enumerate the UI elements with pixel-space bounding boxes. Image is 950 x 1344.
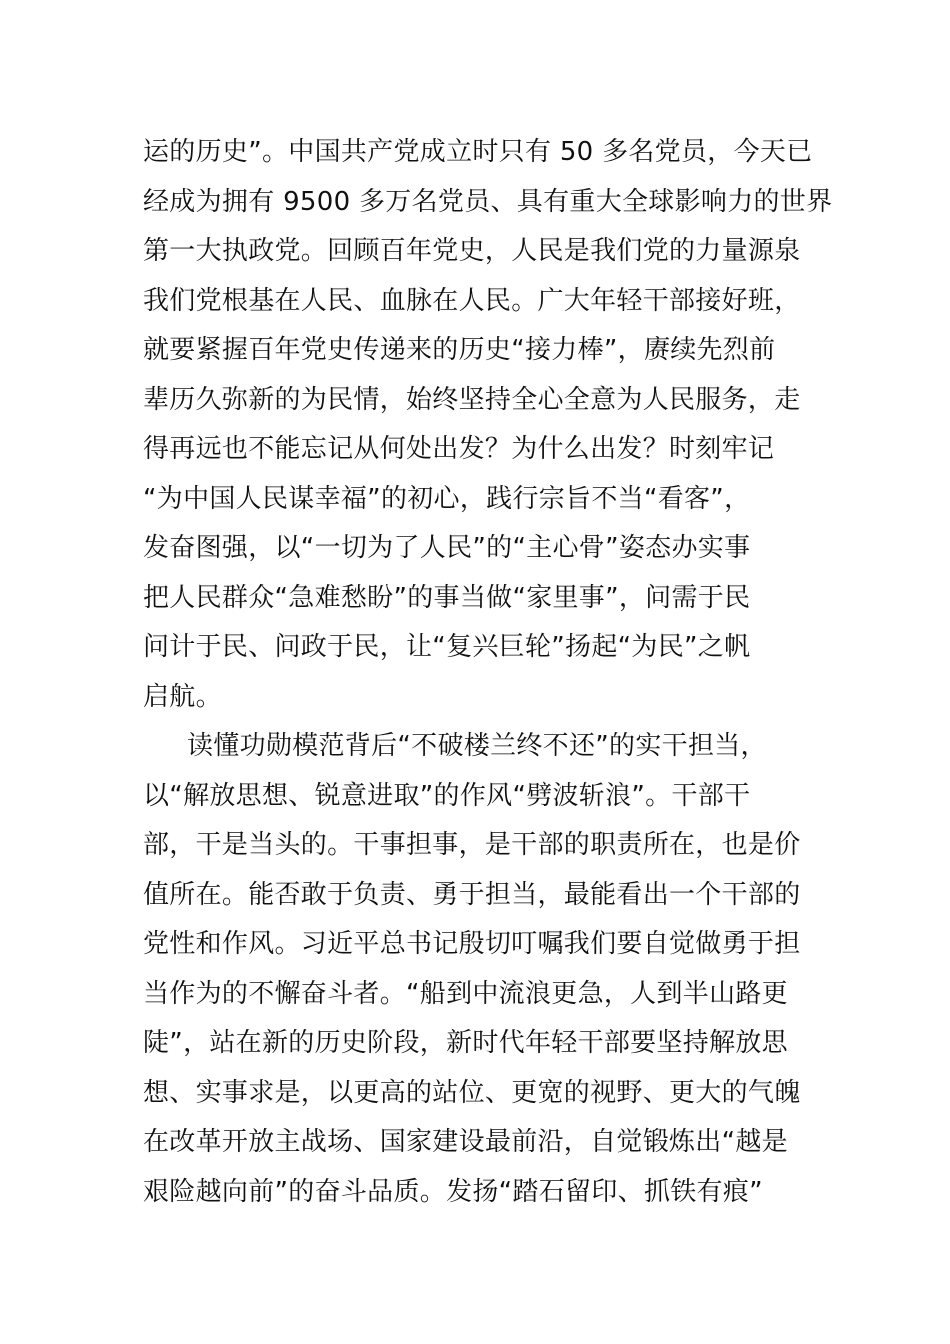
text-line: 发奋图强，以“一切为了人民”的“主心骨”姿态办实事 <box>143 533 751 563</box>
text-line: 第一大执政党。回顾百年党史，人民是我们党的力量源泉 <box>143 236 801 266</box>
text-line: 想、实事求是，以更高的站位、更宽的视野、更大的气魄 <box>143 1077 801 1108</box>
text-line: 当作为的不懈奋斗者。“船到中流浪更急，人到半山路更 <box>143 978 788 1009</box>
text-line: 启航。 <box>143 681 222 712</box>
text-line: 读懂功勋模范背后“不破楼兰终不还”的实干担当， <box>187 731 767 761</box>
text-line: 以“解放思想、锐意进取”的作风“劈波斩浪”。干部干 <box>143 780 751 811</box>
paragraph-1 <box>143 128 833 722</box>
paragraph-2 <box>143 722 823 1217</box>
text-line: 在改革开放主战场、国家建设最前沿，自觉锻炼出“越是 <box>143 1127 788 1157</box>
text-line: “为中国人民谋幸福”的初心，践行宗旨不当“看客”， <box>143 483 751 514</box>
text-line: 运的历史”。中国共产党成立时只有 50 多名党员，今天已 <box>143 137 813 167</box>
text-line: 党性和作风。习近平总书记殷切叮嘱我们要自觉做勇于担 <box>143 929 801 959</box>
text-line: 陡”，站在新的历史阶段，新时代年轻干部要坚持解放思 <box>143 1028 788 1058</box>
text-line: 把人民群众“急难愁盼”的事当做“家里事”，问需于民 <box>143 582 751 613</box>
text-line: 辈历久弥新的为民情，始终坚持全心全意为人民服务，走 <box>143 384 801 415</box>
text-line: 值所在。能否敢于负责、勇于担当，最能看出一个干部的 <box>143 879 801 910</box>
text-line: 问计于民、问政于民，让“复兴巨轮”扬起“为民”之帆 <box>143 632 751 662</box>
text-line: 我们党根基在人民、血脉在人民。广大年轻干部接好班， <box>143 285 801 316</box>
text-line: 就要紧握百年党史传递来的历史“接力棒”，赓续先烈前 <box>143 335 776 365</box>
text-line: 艰险越向前”的奋斗品质。发扬“踏石留印、抓铁有痕” <box>143 1176 763 1207</box>
text-line: 部，干是当头的。干事担事，是干部的职责所在，也是价 <box>143 830 801 860</box>
body-text <box>143 128 833 1217</box>
text-line: 经成为拥有 9500 多万名党员、具有重大全球影响力的世界 <box>143 186 833 217</box>
text-line: 得再远也不能忘记从何处出发？为什么出发？时刻牢记 <box>143 434 775 464</box>
